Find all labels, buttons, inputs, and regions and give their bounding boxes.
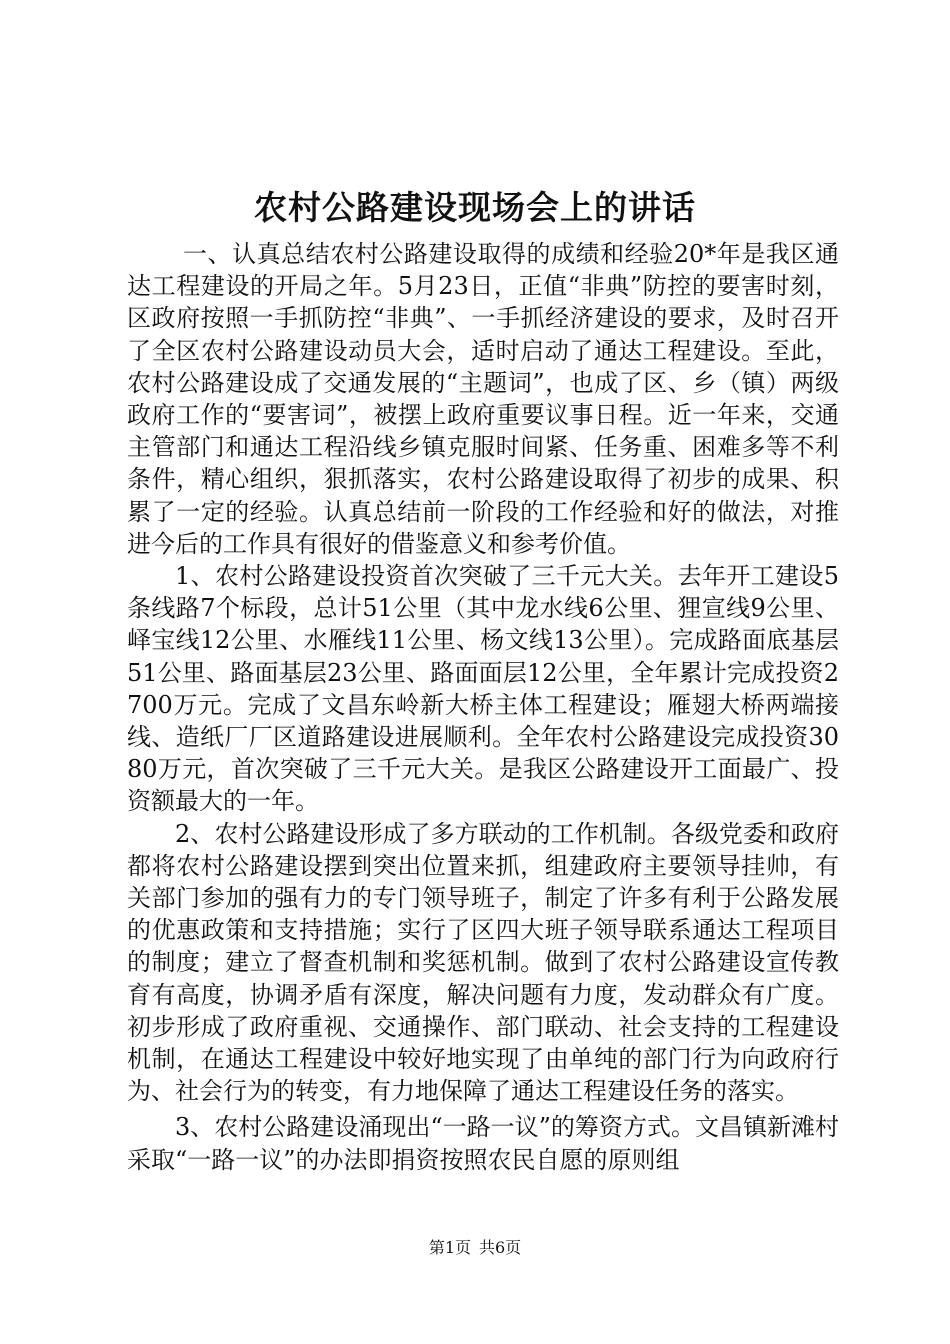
document-title: 农村公路建设现场会上的讲话	[254, 188, 696, 227]
paragraph-intro: 一、认真总结农村公路建设取得的成绩和经验20*年是我区通达工程建设的开局之年。5月23日，正值“非典”防控的要害时刻，区政府按照一手抓防控“非典”、一手抓经济建设的要求，及时召开了全区农村公路建设动员大会，适时启动了通达工程建设。至此，农村公路建设成了交通发展的“主题词”，也成了区、乡（镇）两级政府工作的“要害词”，被摆上政府重要议事日程。近一年来，交通主管部门和通达工程沿线乡镇克服时间紧、任务重、困难多等不利条件，精心组织，狠抓落实，农村公路建设取得了初步的成果、积累了一定的经验。认真总结前一阶段的工作经验和好的做法，对推进今后的工作具有很好的借鉴意义和参考价值。	[127, 240, 839, 558]
document-body	[127, 238, 839, 1176]
page-total: 共6页	[479, 1238, 522, 1257]
paragraph-point-3: 3、农村公路建设涌现出“一路一议”的筹资方式。文昌镇新滩村采取“一路一议”的办法即捐资按照农民自愿的原则组	[127, 1113, 839, 1174]
page-footer	[0, 1237, 950, 1259]
paragraph-point-1: 1、农村公路建设投资首次突破了三千元大关。去年开工建设5条线路7个标段，总计51公里（其中龙水线6公里、狸宣线9公里、峄宝线12公里、水雁线11公里、杨文线13公里）。完成路面底基层51公里、路面基层23公里、路面面层12公里，全年累计完成投资2700万元。完成了文昌东岭新大桥主体工程建设；雁翅大桥两端接线、造纸厂厂区道路建设进展顺利。全年农村公路建设完成投资3080万元，首次突破了三千元大关。是我区公路建设开工面最广、投资额最大的一年。	[127, 562, 839, 816]
page-number: 第1页	[428, 1238, 471, 1257]
paragraph-point-2: 2、农村公路建设形成了多方联动的工作机制。各级党委和政府都将农村公路建设摆到突出位置来抓，组建政府主要领导挂帅，有关部门参加的强有力的专门领导班子，制定了许多有利于公路发展的优惠政策和支持措施；实行了区四大班子领导联系通达工程项目的制度；建立了督查机制和奖惩机制。做到了农村公路建设宣传教育有高度，协调矛盾有深度，解决问题有力度，发动群众有广度。初步形成了政府重视、交通操作、部门联动、社会支持的工程建设机制，在通达工程建设中较好地实现了由单纯的部门行为向政府行为、社会行为的转变，有力地保障了通达工程建设任务的落实。	[127, 819, 839, 1106]
